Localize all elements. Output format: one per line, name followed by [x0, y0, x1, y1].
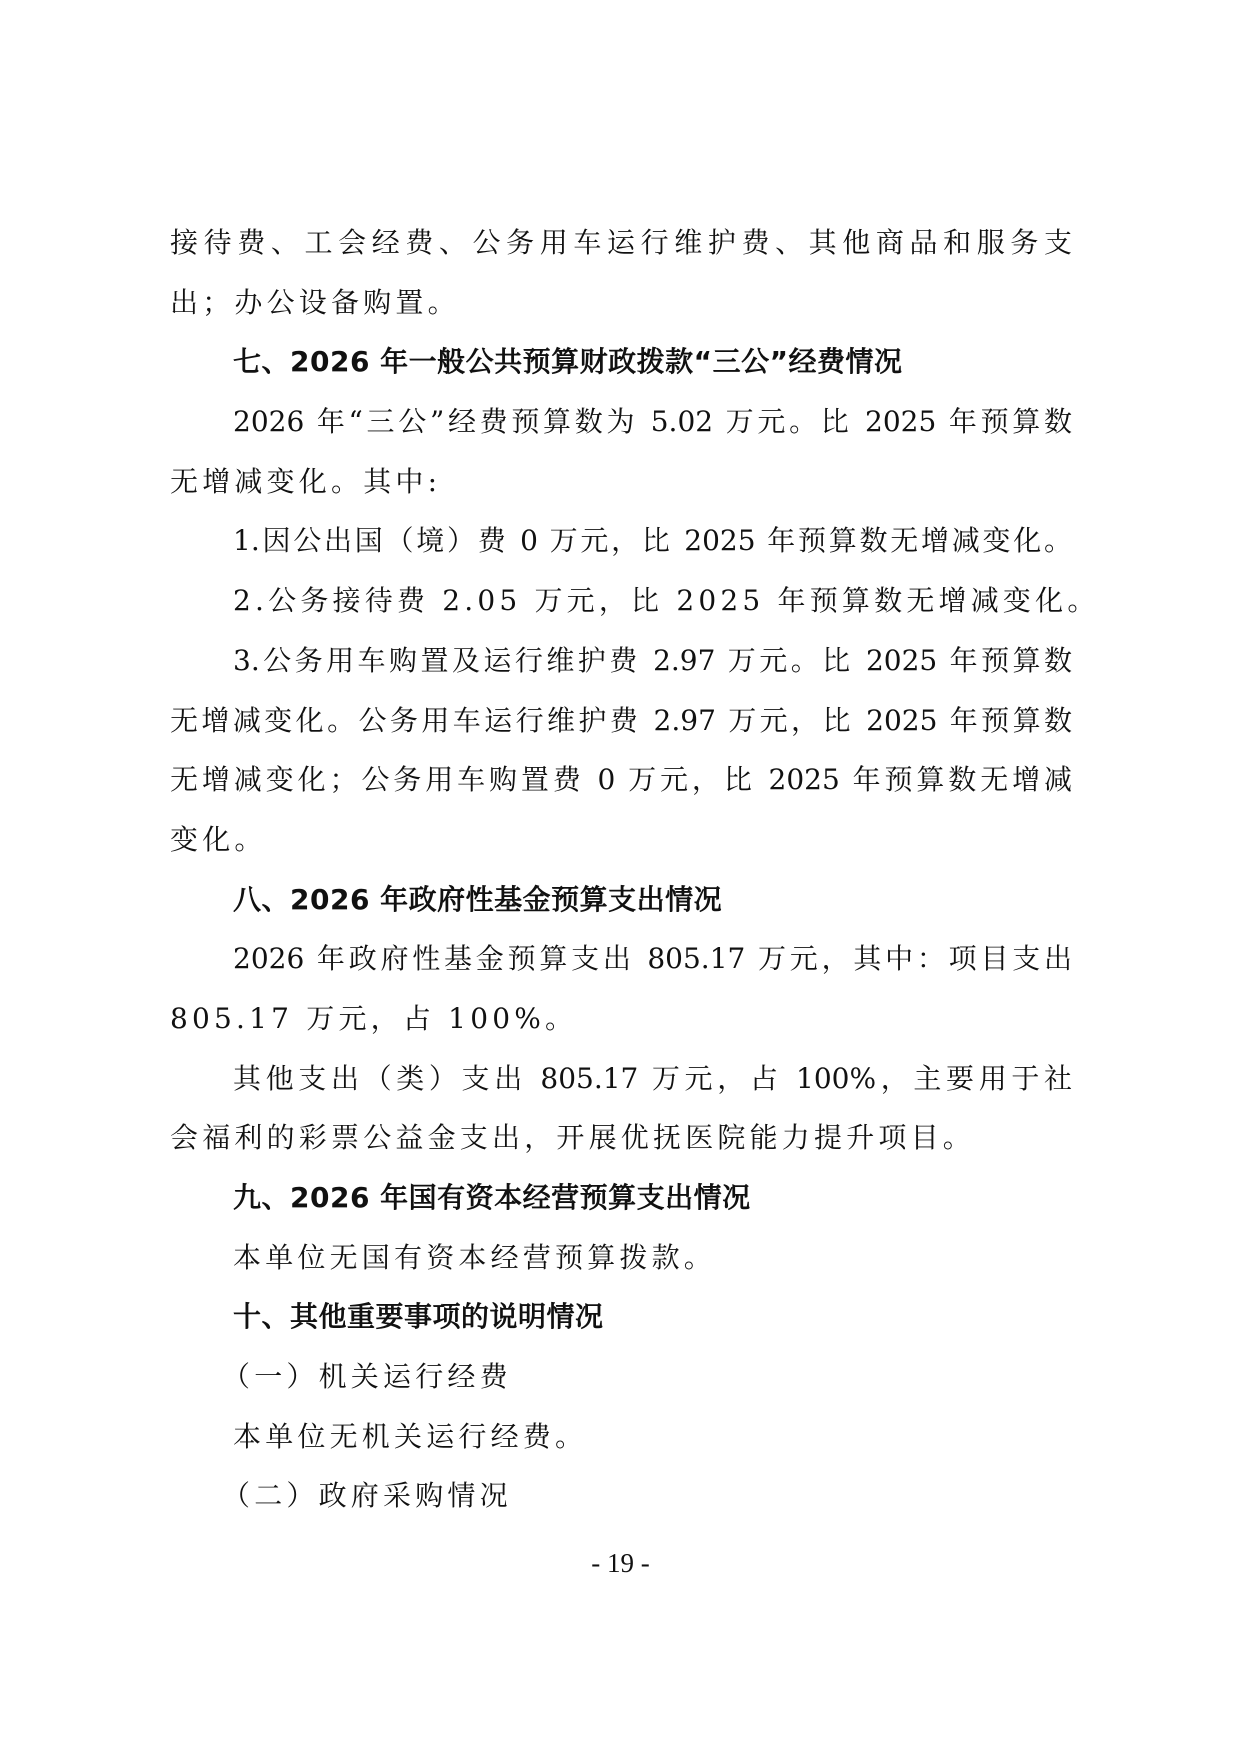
list-item-1: 1.因公出国（境）费 0 万元，比 2025 年预算数无增减变化。	[233, 524, 1072, 558]
section-heading-7: 七、2026 年一般公共预算财政拨款“三公”经费情况	[233, 345, 903, 379]
body-text-line: 接待费、工会经费、公务用车运行维护费、其他商品和服务支	[170, 226, 1072, 259]
section-heading-8: 八、2026 年政府性基金预算支出情况	[233, 882, 723, 916]
section-heading-9: 九、2026 年国有资本经营预算支出情况	[233, 1181, 751, 1214]
section-heading-10: 十、其他重要事项的说明情况	[233, 1300, 604, 1334]
list-item-3: 3.公务用车购置及运行维护费 2.97 万元。比 2025 年预算数	[233, 643, 1072, 677]
body-text-line: 变化。	[170, 822, 267, 856]
list-item-2: 2.公务接待费 2.05 万元，比 2025 年预算数无增减变化。	[233, 584, 1100, 618]
body-text-line: 805.17 万元，占 100%。	[170, 1001, 578, 1035]
body-text-line: 会福利的彩票公益金支出，开展优抚医院能力提升项目。	[170, 1121, 976, 1155]
body-text-line: 本单位无国有资本经营预算拨款。	[233, 1240, 717, 1274]
subsection-heading-1: （一）机关运行经费	[222, 1360, 512, 1394]
body-text-line: 无增减变化；公务用车购置费 0 万元，比 2025 年预算数无增减	[170, 763, 1072, 797]
body-text-line: 2026 年政府性基金预算支出 805.17 万元，其中：项目支出	[233, 942, 1072, 976]
body-text-line: 出；办公设备购置。	[170, 285, 460, 319]
body-text-line: 无增减变化。其中:	[170, 464, 442, 498]
body-text-line: 无增减变化。公务用车运行维护费 2.97 万元，比 2025 年预算数	[170, 703, 1072, 737]
page-number: - 19 -	[591, 1548, 650, 1578]
body-text-line: 2026 年“三公”经费预算数为 5.02 万元。比 2025 年预算数	[233, 405, 1072, 439]
subsection-heading-2: （二）政府采购情况	[222, 1479, 512, 1513]
document-page	[170, 213, 1100, 1526]
body-text-line: 本单位无机关运行经费。	[233, 1419, 588, 1453]
body-text-line: 其他支出（类）支出 805.17 万元，占 100%，主要用于社	[233, 1061, 1072, 1095]
